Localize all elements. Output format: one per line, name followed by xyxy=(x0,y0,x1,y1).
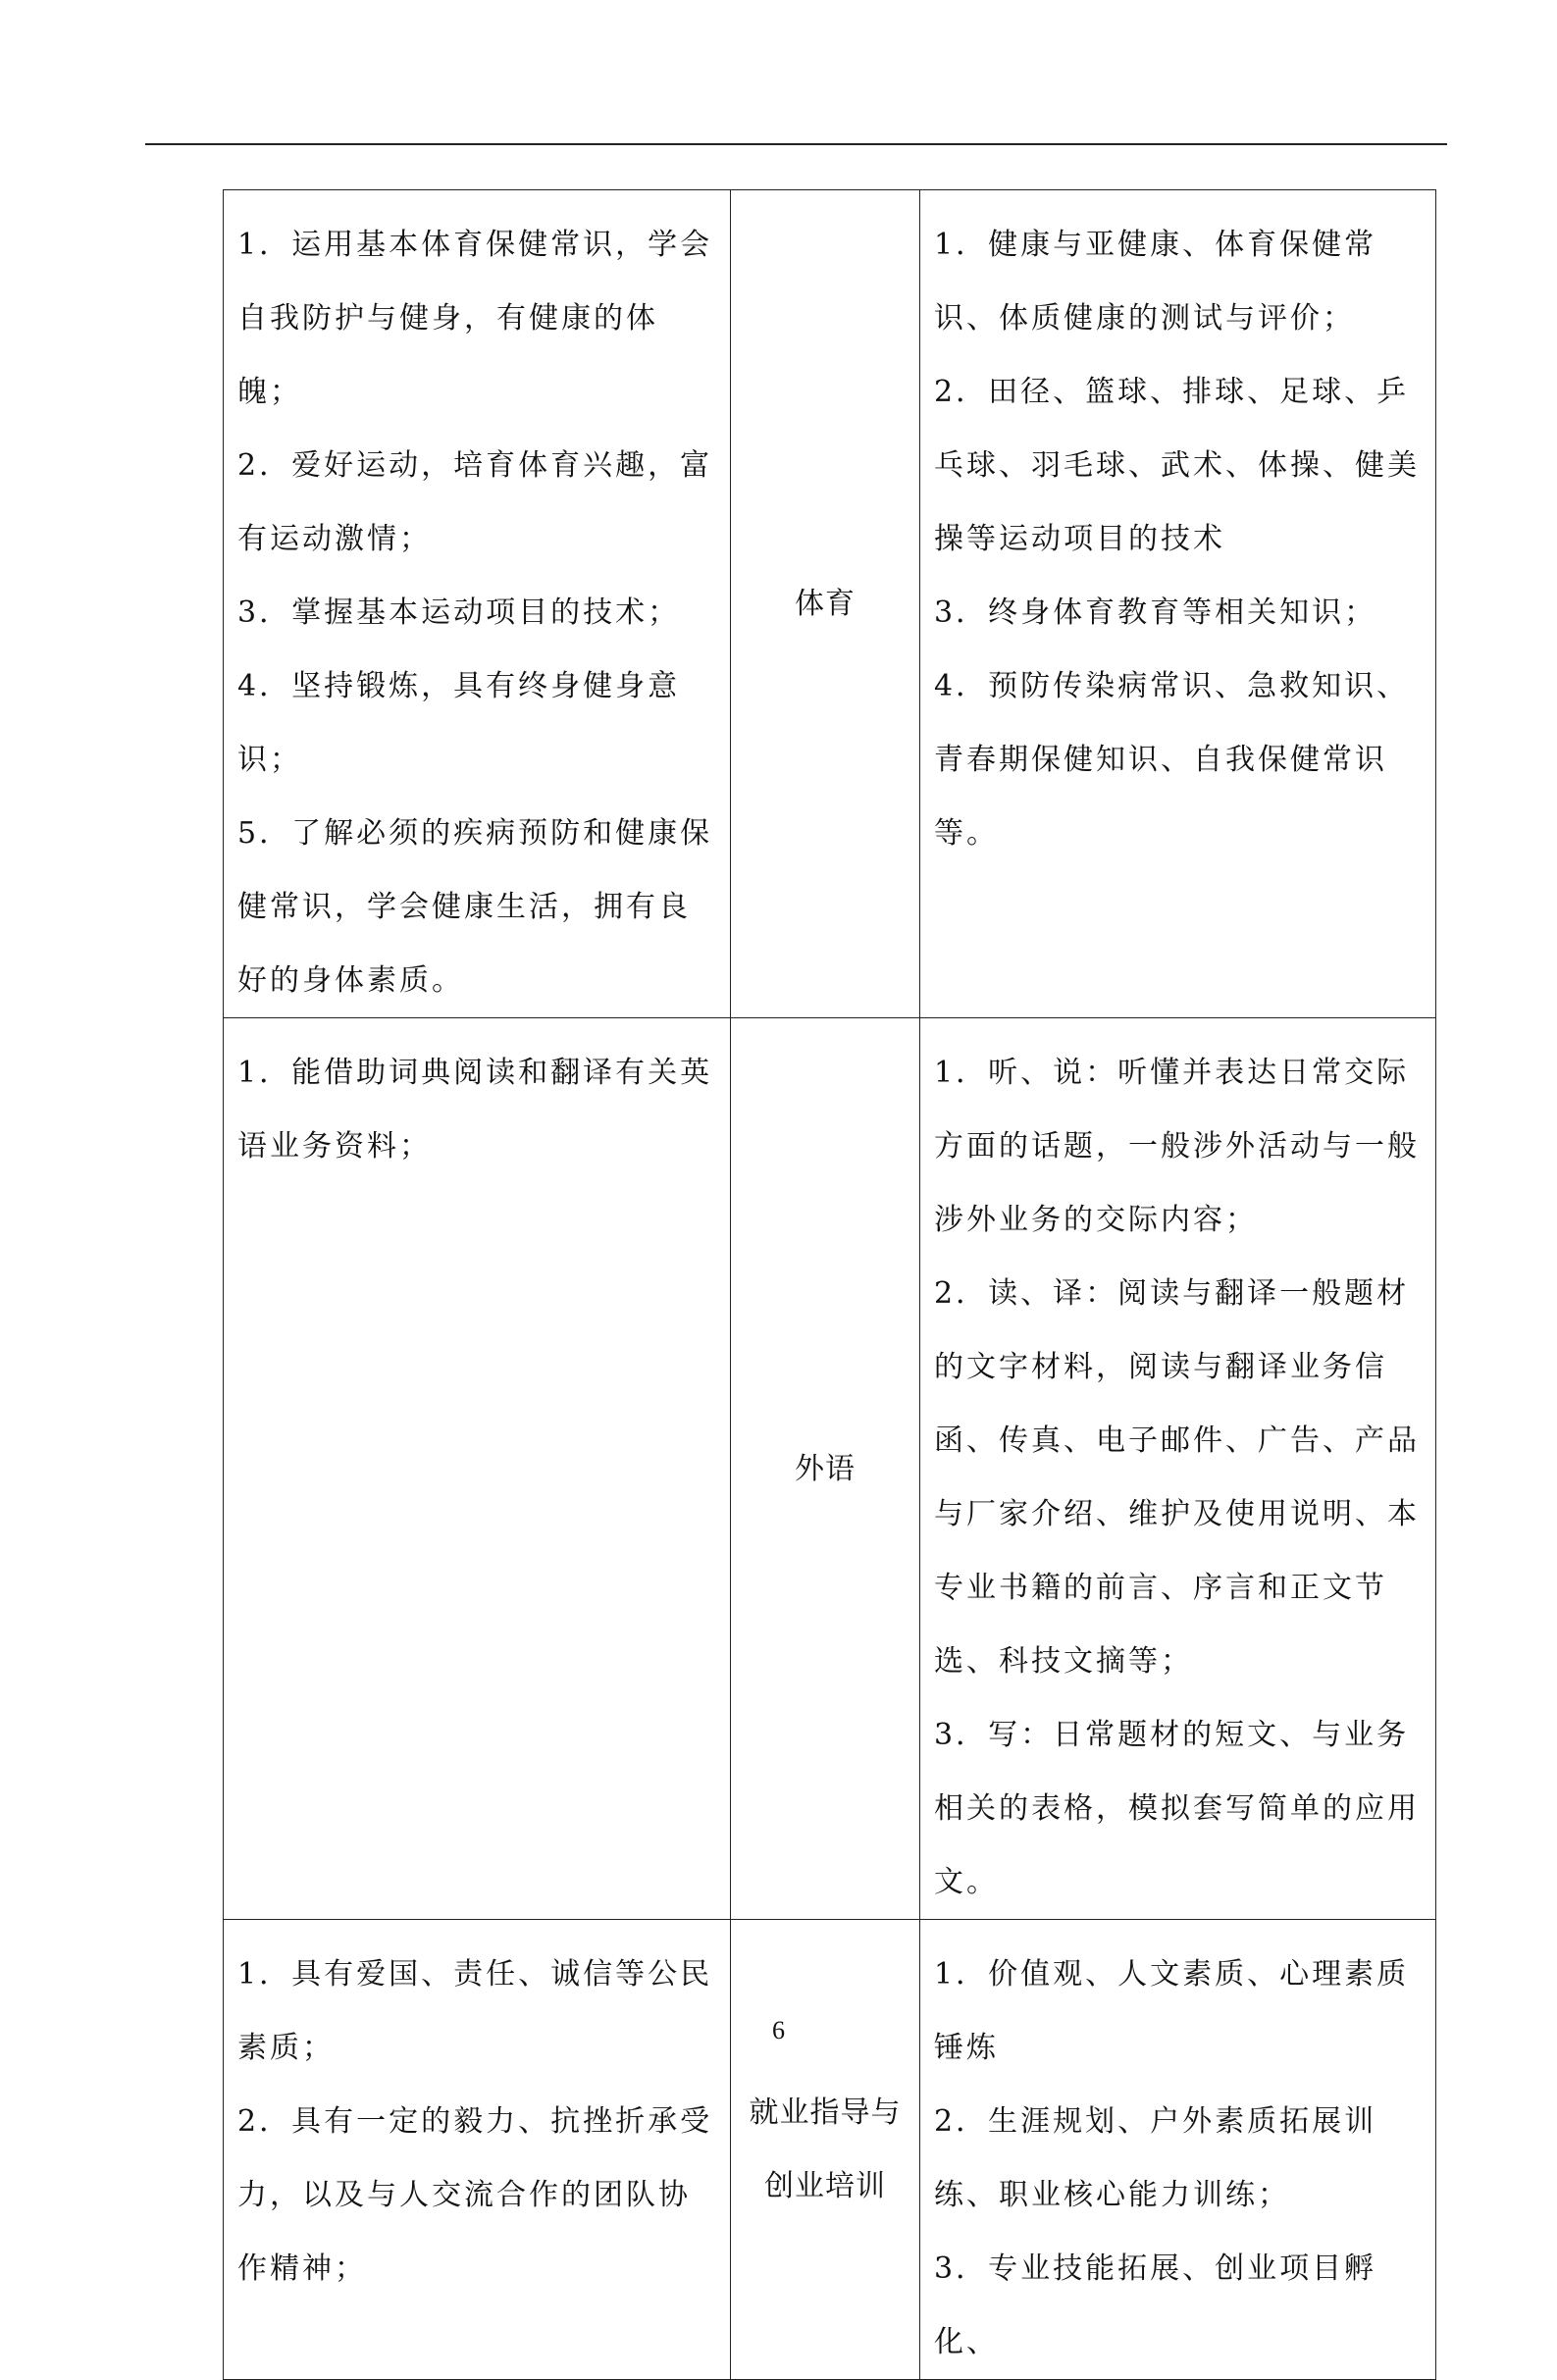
table-row-foreign-language xyxy=(224,1018,1436,1920)
content-item: 1．健康与亚健康、体育保健常识、体质健康的测试与评价； xyxy=(934,228,1377,336)
course-name: 外语 xyxy=(795,1451,856,1486)
goal-item: 3．掌握基本运动项目的技术； xyxy=(237,595,681,630)
goals-cell xyxy=(224,190,731,1018)
table-row-career xyxy=(224,1920,1436,2380)
header-rule xyxy=(145,143,1447,145)
content-item: 2．田径、篮球、排球、足球、乒乓球、羽毛球、武术、体操、健美操等运动项目的技术 xyxy=(934,375,1420,556)
goal-item: 2．爱好运动，培育体育兴趣，富有运动激情； xyxy=(237,448,713,556)
course-table xyxy=(223,189,1436,2380)
content-item: 2．读、译：阅读与翻译一般题材的文字材料，阅读与翻译业务信函、传真、电子邮件、广告、产品与厂家介绍、维护及使用说明、本专业书籍的前言、序言和正文节选、科技文摘等； xyxy=(934,1276,1420,1679)
content-item: 3．终身体育教育等相关知识； xyxy=(934,595,1377,630)
content-cell xyxy=(920,1018,1436,1920)
content-item: 4．预防传染病常识、急救知识、青春期保健知识、自我保健常识等。 xyxy=(934,669,1410,851)
content-cell xyxy=(920,1920,1436,2380)
goal-item: 5．了解必须的疾病预防和健康保健常识，学会健康生活，拥有良好的身体素质。 xyxy=(237,816,713,998)
goal-item: 1．运用基本体育保健常识，学会自我防护与健身，有健康的体魄； xyxy=(237,228,713,409)
goal-item: 2．具有一定的毅力、抗挫折承受力，以及与人交流合作的团队协作精神； xyxy=(237,2104,713,2286)
content-cell xyxy=(920,190,1436,1018)
course-name-cell xyxy=(731,1018,920,1920)
table-row-pe xyxy=(224,190,1436,1018)
course-name: 体育 xyxy=(795,587,856,621)
course-name-cell xyxy=(731,1920,920,2380)
content-item: 2．生涯规划、户外素质拓展训练、职业核心能力训练； xyxy=(934,2104,1377,2212)
content-item: 3．专业技能拓展、创业项目孵化、 xyxy=(934,2251,1377,2359)
content-item: 3．写：日常题材的短文、与业务相关的表格，模拟套写简单的应用文。 xyxy=(934,1718,1420,1899)
course-name: 就业指导与创业培训 xyxy=(749,2095,902,2203)
page-number: 6 xyxy=(772,2016,785,2044)
goals-cell xyxy=(224,1018,731,1920)
course-name-cell xyxy=(731,190,920,1018)
goal-item: 1．能借助词典阅读和翻译有关英语业务资料； xyxy=(237,1056,713,1164)
goals-cell xyxy=(224,1920,731,2380)
content-item: 1．听、说：听懂并表达日常交际方面的话题，一般涉外活动与一般涉外业务的交际内容； xyxy=(934,1056,1420,1237)
goal-item: 1．具有爱国、责任、诚信等公民素质； xyxy=(237,1957,713,2065)
content-item: 1．价值观、人文素质、心理素质锤炼 xyxy=(934,1957,1410,2065)
goal-item: 4．坚持锻炼，具有终身健身意识； xyxy=(237,669,681,777)
